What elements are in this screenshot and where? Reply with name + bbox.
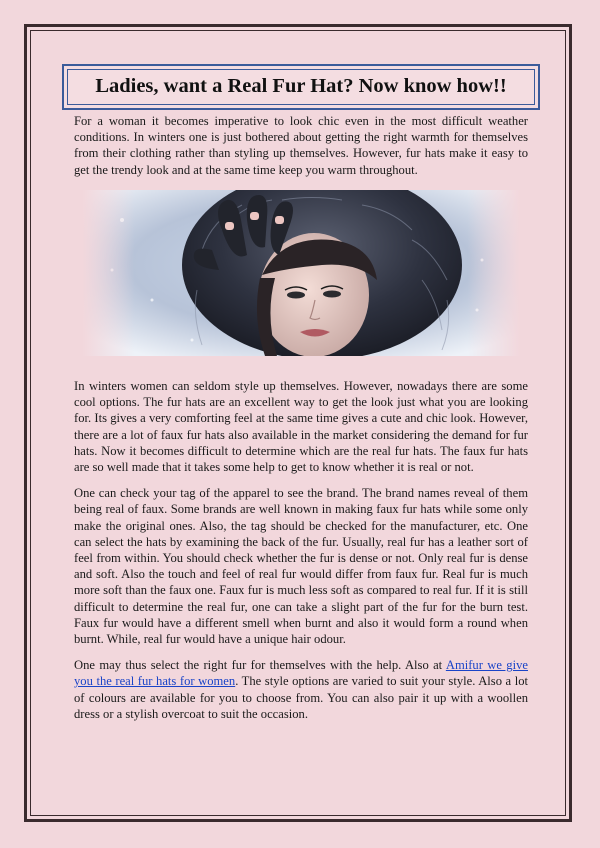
fur-hat-woman-image: [82, 190, 520, 356]
page-title: Ladies, want a Real Fur Hat? Now know how!!: [95, 75, 507, 97]
body-section: [74, 378, 528, 732]
paragraph-options: In winters women can seldom style up themselves. However, nowadays there are some cool options. The fur hats are an excellent way to get the look just what you are looking for. Its gives a very comforting feel at the same time gives a cute and chic look. However, there are a lot of faux fur hats also available in the market considering the demand for fur hats. Now it becomes difficult to determine which are the real fur hats. The faux fur hats are so well made that it takes some help to get to know whether it is real or not.: [74, 379, 528, 475]
title-box: [62, 64, 540, 110]
conclusion-text-end: . The style options are varied to suit your style. Also a lot of colours are available for you to choose from. You can also pair it up with a woollen dress or a stylish overcoat to suit the occasion.: [74, 674, 528, 721]
paragraph-tips: One can check your tag of the apparel to see the brand. The brand names reveal of them being real of faux. Some brands are well known in making faux fur hats while some only make the original ones. Also, the tag should be checked for the manufacturer, etc. One can select the hats by examining the back of the fur. Usually, real fur has a leather sort of feel from within. You should check whether the fur is dense or not. Only real fur is dense and soft. Also the touch and feel of real fur would differ from faux fur. Real fur is much more soft than the faux one. Faux fur is much less soft as compared to real fur. If it is still difficult to determine the real fur, one can take a slight part of the fur for the burn test. Faux fur would have a different smell when burnt and also it would form a round when burnt. While, real fur would have a unique hair odour.: [74, 486, 528, 647]
intro-section: [74, 113, 528, 188]
amifur-link[interactable]: Amifur we give you the real fur hats for women: [74, 658, 528, 689]
paragraph-conclusion: [74, 657, 528, 722]
conclusion-text-start: One may thus select the right fur for themselves with the help. Also at: [74, 658, 446, 673]
paragraph-intro: For a woman it becomes imperative to look chic even in the most difficult weather conditions. In winters one is just bothered about getting the right warmth for themselves from their clothing rather than styling up themselves. However, fur hats make it easy to get the trendy look and at the same time keep you warm throughout.: [74, 114, 528, 177]
fur-hat-photo: [82, 190, 520, 356]
